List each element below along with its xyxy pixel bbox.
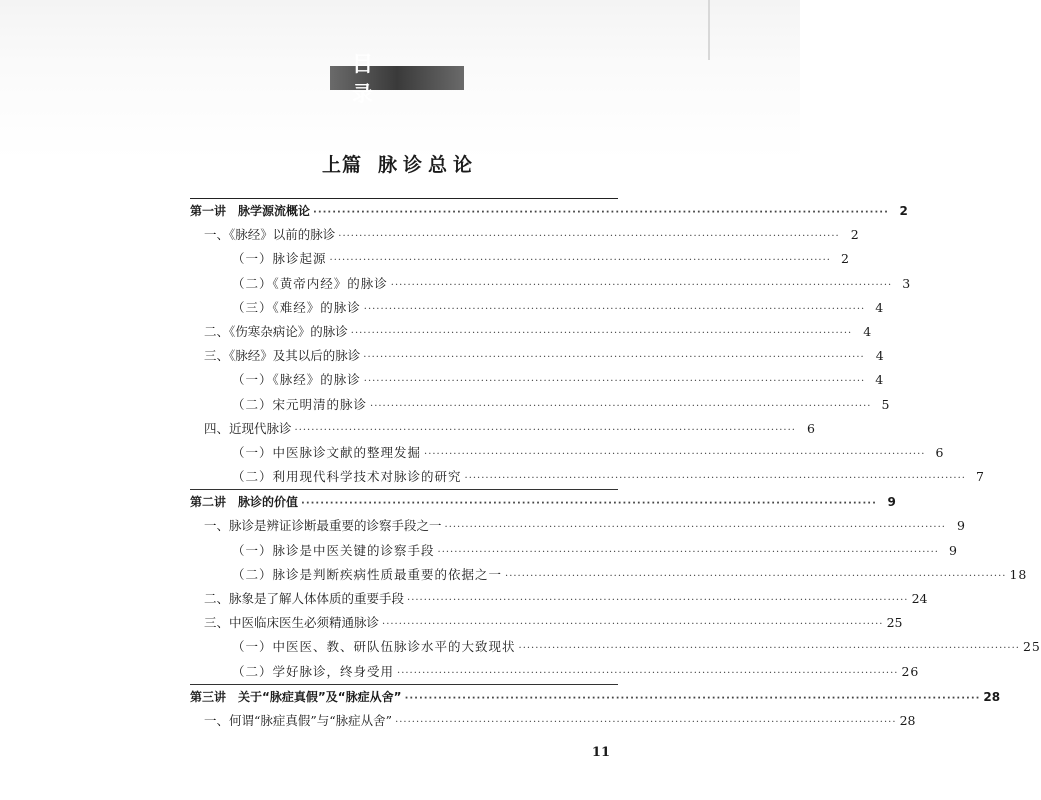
toc-subsection-entry[interactable] — [190, 247, 850, 271]
toc-section-entry[interactable] — [190, 344, 884, 368]
toc-entry-page: 9 — [957, 518, 965, 534]
page-edge-shadow — [708, 0, 710, 60]
toc-leader-dots: ························································································································ — [301, 498, 877, 510]
contents-title-banner — [330, 52, 464, 106]
toc-subsection-entry[interactable] — [190, 660, 920, 684]
toc-leader-dots: ························································································································ — [329, 255, 831, 267]
toc-entry-label: （一）《脉经》的脉诊 — [232, 372, 361, 388]
toc-entry-page: 4 — [875, 348, 884, 364]
toc-entry-page: 6 — [807, 420, 815, 436]
toc-entry-label: 二、脉象是了解人体体质的重要手段 — [204, 591, 405, 606]
toc-subsection-entry[interactable] — [190, 393, 891, 417]
toc-entry-page: 6 — [935, 444, 945, 460]
toc-entry-page: 9 — [949, 542, 958, 558]
contents-title: 目 录 — [352, 52, 395, 106]
toc-entry-label: （一）中医医、教、研队伍脉诊水平的大致现状 — [232, 639, 516, 655]
toc-entry-page: 2 — [899, 204, 908, 218]
toc-entry-page: 9 — [887, 495, 896, 510]
toc-section-entry[interactable] — [190, 611, 903, 635]
toc-leader-dots: ························································································································ — [518, 643, 1020, 655]
toc-section-entry[interactable] — [190, 709, 916, 733]
toc-section-entry[interactable] — [190, 417, 815, 441]
toc-entry-page: 4 — [875, 299, 885, 315]
toc-entry-page: 2 — [850, 227, 859, 243]
toc-subsection-entry[interactable] — [190, 563, 1028, 587]
toc-entry-label: （一）脉诊是中医关键的诊察手段 — [232, 542, 435, 558]
toc-subsection-entry[interactable] — [190, 272, 912, 296]
toc-entry-label: 一、何谓“脉症真假”与“脉症从舍” — [204, 712, 393, 728]
toc-entry-label: 四、近现代脉诊 — [204, 420, 292, 436]
toc-entry-label: （一）脉诊起源 — [232, 251, 327, 267]
toc-section-entry[interactable] — [190, 514, 965, 538]
toc-leader-dots: ························································································································ — [505, 570, 1007, 582]
toc-leader-dots: ························································································································ — [338, 231, 840, 243]
page-number: 11 — [591, 745, 610, 760]
table-of-contents — [190, 198, 1041, 733]
part-name: 脉诊总论 — [378, 154, 479, 176]
toc-subsection-entry[interactable] — [190, 635, 1041, 659]
toc-entry-label: 二、《伤寒杂病论》的脉诊 — [204, 323, 348, 339]
toc-leader-dots: ························································································································ — [363, 376, 866, 388]
toc-entry-page: 3 — [902, 275, 912, 291]
toc-subsection-entry[interactable] — [190, 539, 958, 563]
toc-entry-page: 4 — [875, 372, 885, 388]
toc-entry-label: 一、脉诊是辨证诊断最重要的诊察手段之一 — [204, 518, 442, 534]
toc-chapter-entry[interactable] — [190, 199, 908, 223]
toc-section-entry[interactable] — [190, 320, 872, 344]
toc-leader-dots: ························································································································ — [437, 546, 939, 558]
toc-entry-page: 26 — [901, 663, 920, 679]
part-prefix: 上篇 — [321, 154, 362, 176]
toc-leader-dots: ························································································································ — [397, 667, 899, 679]
toc-entry-page: 7 — [976, 469, 985, 485]
toc-entry-label: 三、中医临床医生必须精通脉诊 — [204, 615, 380, 631]
toc-subsection-entry[interactable] — [190, 296, 885, 320]
toc-entry-page: 18 — [1009, 566, 1028, 582]
toc-entry-label: （二）学好脉诊，终身受用 — [232, 663, 395, 679]
toc-entry-page: 28 — [899, 712, 916, 728]
toc-entry-label: （二）宋元明清的脉诊 — [232, 396, 368, 412]
toc-entry-label: （三）《难经》的脉诊 — [232, 299, 361, 315]
toc-leader-dots: ························································································································ — [350, 327, 853, 339]
toc-entry-page: 28 — [983, 689, 1001, 704]
toc-chapter-entry[interactable] — [190, 489, 896, 514]
toc-leader-dots: ························································································································ — [407, 595, 909, 606]
toc-subsection-entry[interactable] — [190, 441, 945, 465]
toc-leader-dots: ························································································································ — [390, 279, 893, 291]
toc-entry-page: 5 — [881, 396, 891, 412]
toc-entry-label: 三、《脉经》及其以后的脉诊 — [204, 348, 361, 364]
toc-entry-label: （二）利用现代科学技术对脉诊的研究 — [232, 469, 462, 485]
toc-entry-page: 25 — [1022, 639, 1041, 655]
toc-leader-dots: ························································································································ — [395, 716, 897, 728]
toc-entry-page: 25 — [886, 615, 903, 631]
toc-leader-dots: ························································································································ — [313, 207, 889, 218]
toc-entry-label: （二）脉诊是判断疾病性质最重要的依据之一 — [232, 566, 503, 582]
toc-leader-dots: ························································································································ — [363, 303, 866, 315]
toc-section-entry[interactable] — [190, 223, 859, 247]
toc-leader-dots: ························································································································ — [424, 448, 926, 460]
toc-entry-page: 24 — [911, 591, 928, 606]
toc-subsection-entry[interactable] — [190, 465, 985, 489]
toc-section-entry[interactable] — [190, 587, 928, 611]
toc-leader-dots: ························································································································ — [404, 692, 981, 704]
toc-leader-dots: ························································································································ — [464, 473, 966, 485]
toc-leader-dots: ························································································································ — [444, 522, 946, 534]
toc-entry-page: 2 — [841, 251, 850, 267]
toc-chapter-entry[interactable] — [190, 684, 1001, 709]
toc-leader-dots: ························································································································ — [363, 352, 865, 364]
toc-entry-label: 第二讲 脉诊的价值 — [190, 495, 299, 510]
toc-entry-label: 第一讲 脉学源流概论 — [190, 204, 311, 218]
toc-entry-label: （二）《黄帝内经》的脉诊 — [232, 275, 388, 291]
toc-entry-label: 一、《脉经》以前的脉诊 — [204, 227, 336, 243]
toc-leader-dots: ························································································································ — [370, 400, 872, 412]
toc-entry-label: （一）中医脉诊文献的整理发掘 — [232, 444, 422, 460]
toc-leader-dots: ························································································································ — [382, 619, 884, 631]
toc-leader-dots: ························································································································ — [294, 424, 796, 436]
toc-entry-label: 第三讲 关于“脉症真假”及“脉症从舍” — [190, 689, 402, 704]
part-title — [0, 150, 800, 177]
toc-entry-page: 4 — [863, 323, 872, 339]
toc-subsection-entry[interactable] — [190, 368, 885, 392]
